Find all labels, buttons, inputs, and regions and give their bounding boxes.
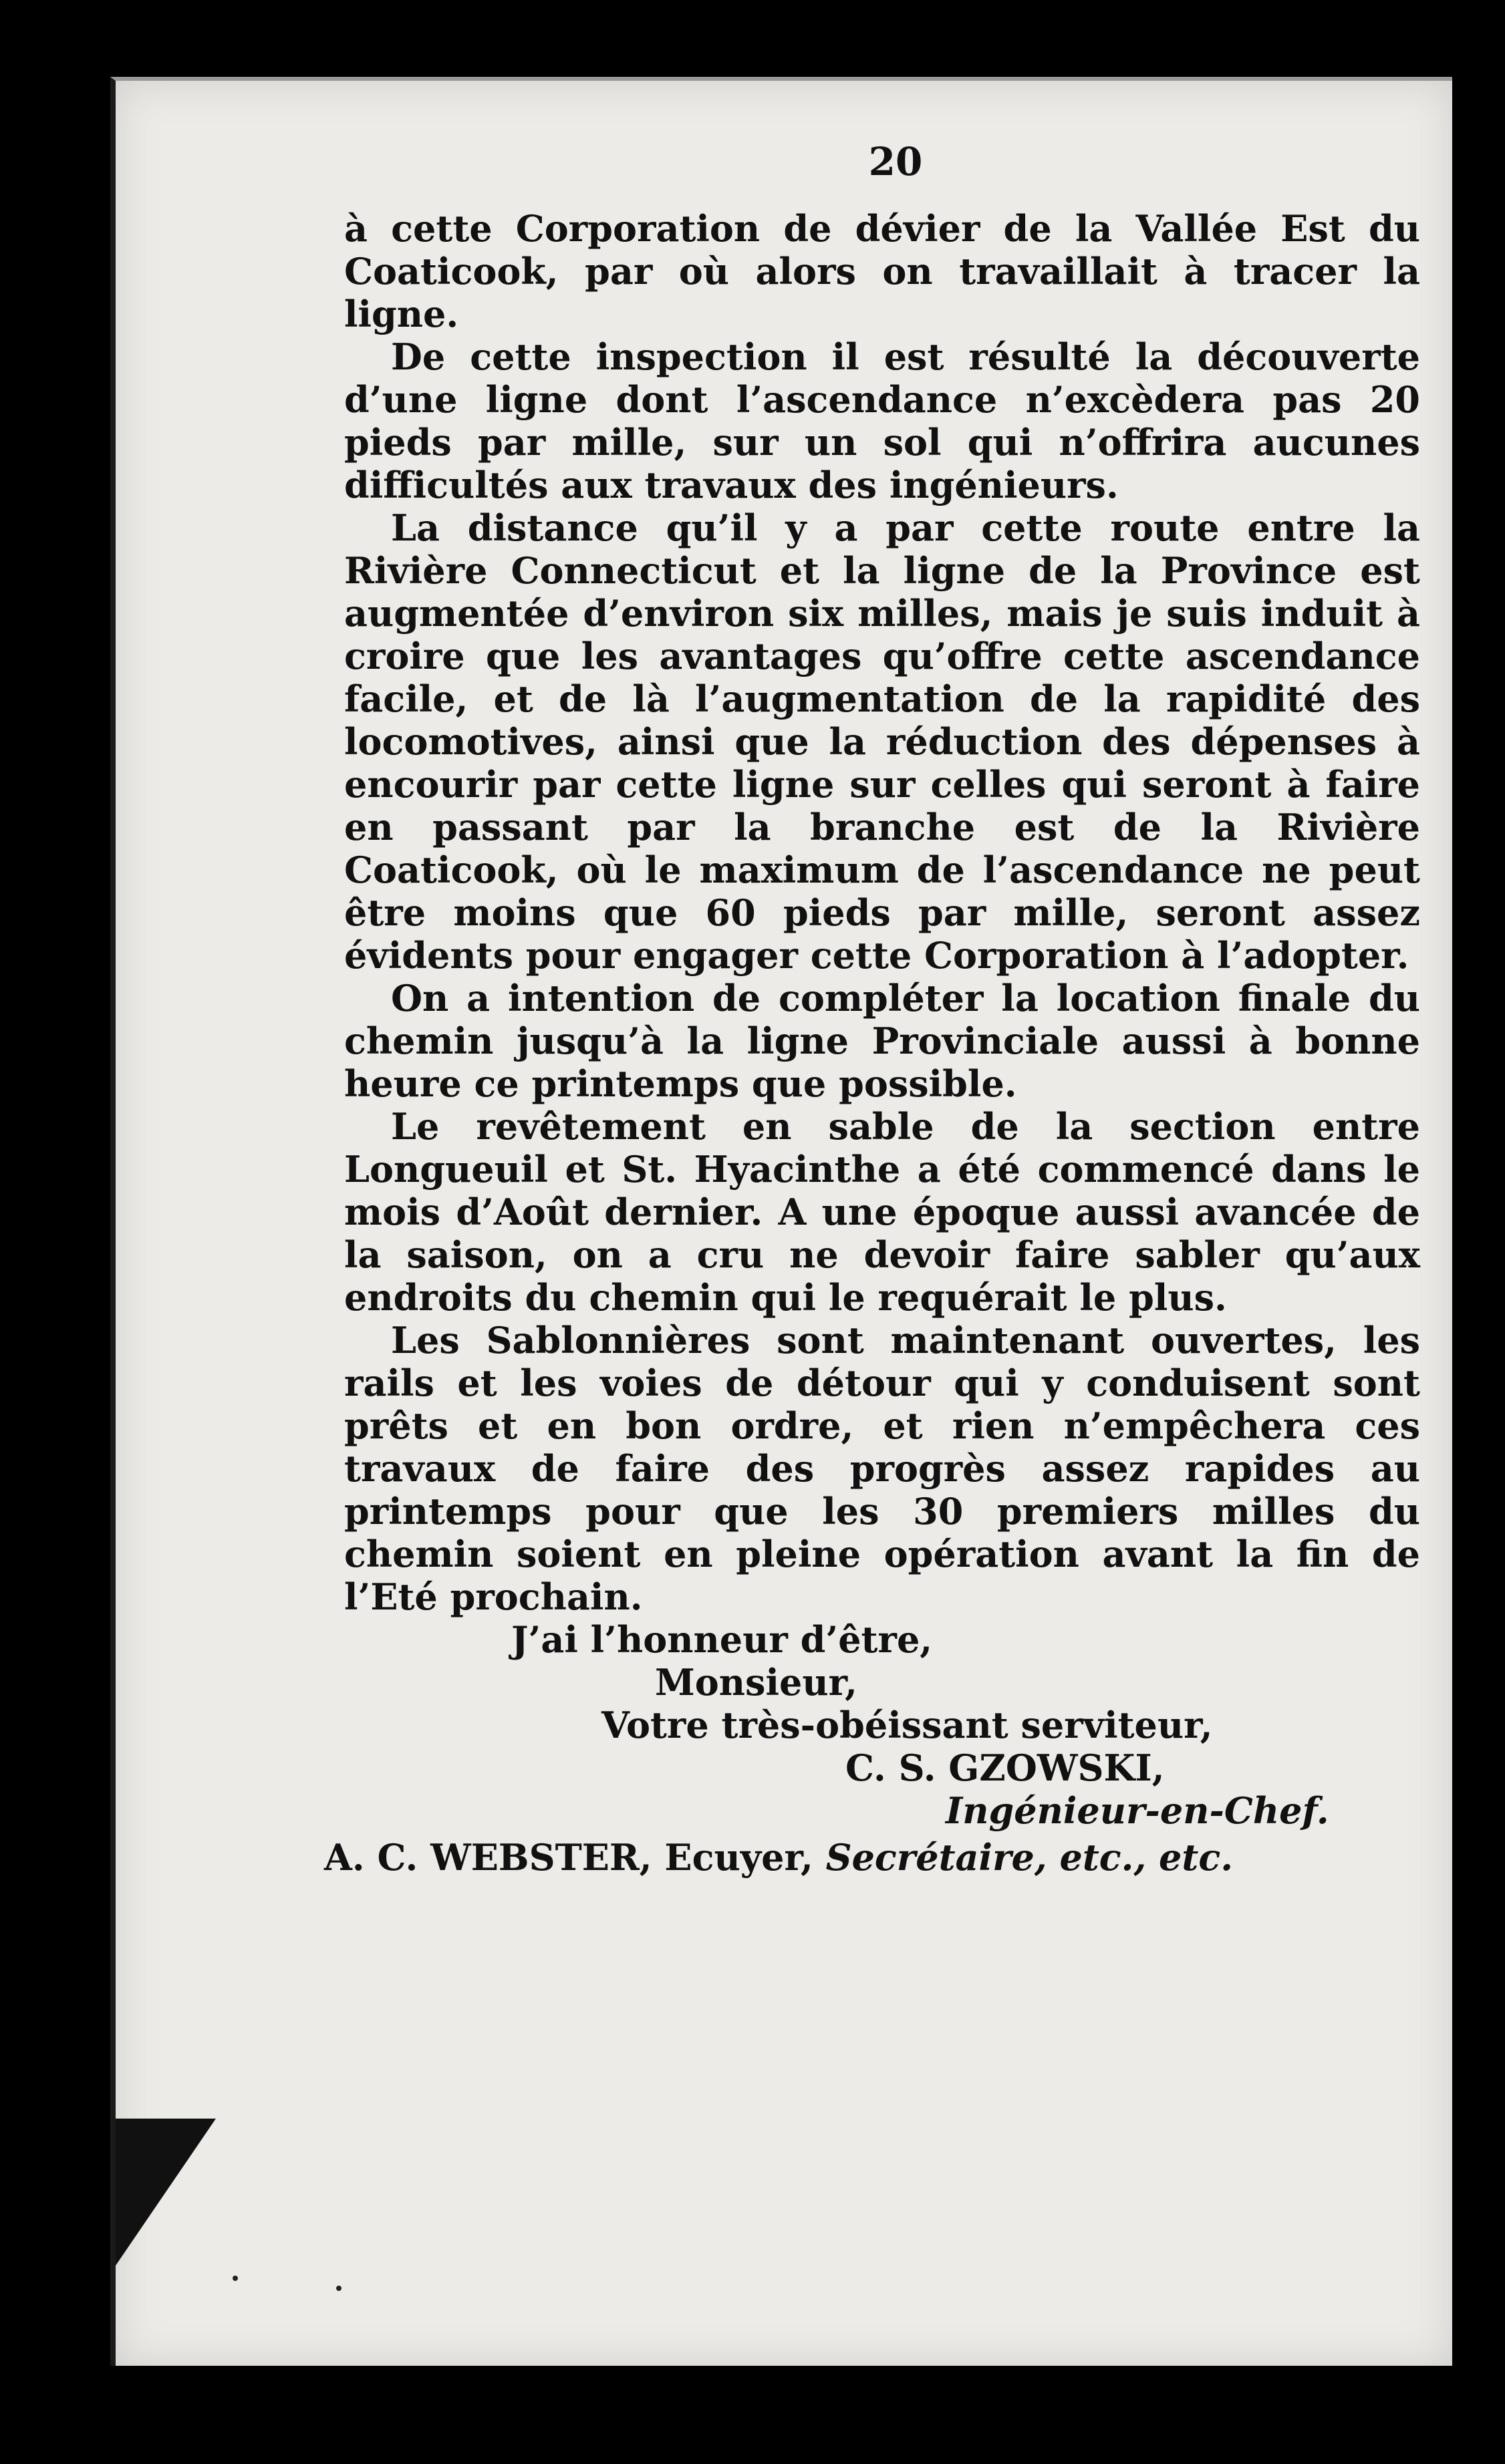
addressee-name: A. C. WEBSTER, bbox=[324, 1836, 652, 1879]
paragraph: Les Sablonnières sont maintenant ouvertes, les rails et les voies de détour qui y conduisent sont prêts et en bon ordre, et rien n’empêchera ces travaux de faire des progrès assez rapides au printemps pour que les 30 premiers milles du chemin soient en pleine opération avant la fin de l’Eté prochain. bbox=[344, 1319, 1420, 1618]
signer-title: Ingénieur-en-Chef. bbox=[946, 1789, 1329, 1832]
page-number: 20 bbox=[868, 139, 923, 184]
addressee-honorific: Ecuyer, bbox=[664, 1836, 813, 1879]
ink-speck bbox=[336, 2286, 341, 2291]
signer-name: C. S. GZOWSKI, bbox=[845, 1746, 1165, 1789]
addressee-line bbox=[324, 1836, 1420, 1879]
closing-servant: Votre très-obéissant serviteur, bbox=[601, 1704, 1213, 1746]
closing-salutation: Monsieur, bbox=[655, 1661, 857, 1704]
addressee-role: Secrétaire, etc., etc. bbox=[825, 1836, 1234, 1879]
ink-speck bbox=[233, 2276, 238, 2281]
paragraph: Le revêtement en sable de la section entre Longueuil et St. Hyacinthe a été commencé dans le mois d’Août dernier. A une époque aussi avancée de la saison, on a cru ne devoir faire sabler qu’aux endroits du chemin qui le requérait le plus. bbox=[344, 1105, 1420, 1319]
paragraph: à cette Corporation de dévier de la Vallée Est du Coaticook, par où alors on travaillait à tracer la ligne. bbox=[344, 207, 1420, 335]
document-body bbox=[324, 139, 1420, 1879]
page-corner-fold bbox=[116, 2119, 216, 2266]
paragraph: De cette inspection il est résulté la découverte d’une ligne dont l’ascendance n’excèdera pas 20 pieds par mille, sur un sol qui n’offrira aucunes difficultés aux travaux des ingénieurs. bbox=[344, 335, 1420, 506]
paragraph: La distance qu’il y a par cette route entre la Rivière Connecticut et la ligne de la Province est augmentée d’environ six milles, mais je suis induit à croire que les avantages qu’offre cette ascendance facile, et de là l’augmentation de la rapidité des locomotives, ainsi que la réduction des dépenses à encourir par cette ligne sur celles qui seront à faire en passant par la branche est de la Rivière Coaticook, où le maximum de l’ascendance ne peut être moins que 60 pieds par mille, seront assez évidents pour engager cette Corporation à l’adopter. bbox=[344, 506, 1420, 977]
closing-honour: J’ai l’honneur d’être, bbox=[511, 1618, 933, 1661]
paragraph: On a intention de compléter la location finale du chemin jusqu’à la ligne Provinciale aussi à bonne heure ce printemps que possible. bbox=[344, 977, 1420, 1105]
